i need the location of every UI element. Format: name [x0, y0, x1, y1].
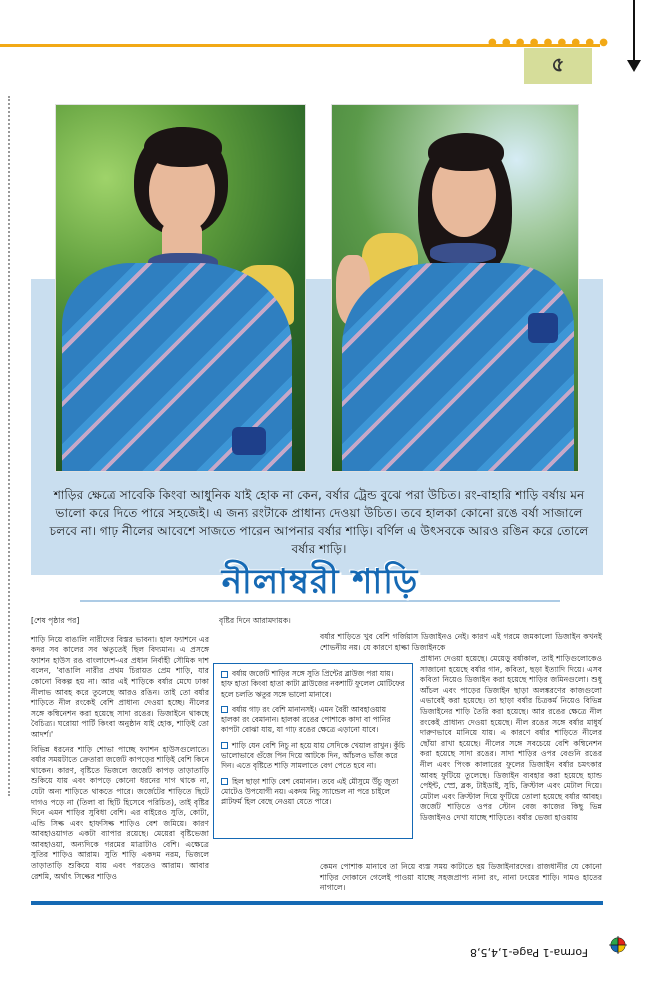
column-2 — [219, 616, 411, 631]
arrow-down-icon — [627, 60, 641, 72]
column-1 — [31, 616, 209, 886]
square-bullet-icon — [221, 706, 228, 713]
tips-box — [213, 663, 413, 839]
col2-tail — [320, 862, 602, 898]
column-3-body — [420, 654, 602, 828]
col2-lead: বৃষ্টির দিনে আরামদায়ক। — [219, 616, 291, 625]
article-title: নীলাম্বরী শাড়ি — [221, 562, 419, 602]
header-dots: ● ● ● ● ● ● ● ● ● — [488, 37, 609, 48]
forma-footer: Forma-1 Page-1,4,5,8 — [470, 946, 588, 959]
crop-arrow-line — [633, 0, 635, 62]
square-bullet-icon — [221, 778, 228, 785]
col1-paragraph-2: বিভিন্ন ধরনের শাড়ি শোভা পাচ্ছে ফ্যাশন হাউসগুলোতে। বর্ষার সময়টাতে ক্রেতারা জর্জেট কাপড়ের শাড়িই বেশি কিনে থাকেন। কারণ, বৃষ্টিতে ভিজলে জর্জেট কাপড় তাড়াতাড়ি শুকিয়ে যায় এবং কাপড়ে কোনো ধরনের দাগ থাকে না, যেটা অন্য শাড়িতে থাকতে পারে। জর্জেটের শাড়িতে ছিটে দাগও পড়ে না (তিলা বা ছিটি হিসেবে পরিচিত), তাই বৃষ্টির দিনে এমন শাড়ির সুবিধা বেশি। এর বাইরেও সুতি, কোটা, এন্ডি সিল্ক এবং হাফসিল্ক শাড়িও বেশ জমিয়ে। কারণ আবহাওয়াগত একটা ব্যাপার রয়েছে। মেয়েরা বৃষ্টিভেজা আবহাওয়া, অন্যদিকে গরমের মাত্রাটাও বেশি। এক্ষেত্রে সুতির শাড়িও আরাম। সুতি শাড়ি একদম নরম, ভিজলে তাড়াতাড়ি শুকিয়ে যায় এবং পরতেও আরাম। আবার রেশমি, অর্থাৎ সিল্কের শাড়িও — [31, 744, 209, 881]
registration-mark-icon — [609, 936, 627, 954]
col1-paragraph-1: শাড়ি নিয়ে বাঙালি নারীদের বিস্তর ভাবনা। হাল ফ্যাশনে এর কদর সব কালের সব ঋতুতেই ছিল বিদ্যমান। এ প্রসঙ্গে ফ্যাশন হাউস রঙ বাংলাদেশ-এর প্রধান নির্বাহী সৌমিক দাশ বলেন, 'বাঙালি নারীর প্রথম চিরায়ত প্রেম শাড়ি, যার কোনো বিকল্প হয় না। আর এই শাড়িকে বর্ষার মেঘে ঢাকা নীলাভ আবহ করে তুলেছে আরও রঙিন। তাই তো বর্ষার শাড়িতে নীল রংকেই বেশি প্রাধান্য দেওয়া হচ্ছে। নীলের সঙ্গে কম্বিনেশন করা হয়েছে সাদা রঙের। ডিজাইনে থাকছে বৈচিত্র্য। ঘরোয়া পার্টি কিংবা অনুষ্ঠান যাই হোক, শাড়িই তো আদর্শ।' — [31, 634, 209, 739]
square-bullet-icon — [221, 671, 228, 678]
tip-item: বর্ষায় গাঢ় রং বেশি মানানসই। এমন বৈরী আবহাওয়ায় হালকা রং বেমানান। হালকা রঙের পোশাকে কাদা বা পানির কাপটা বোঝা যায়, যা গাঢ় রঙের ক্ষেত্রে এড়ানো যাবে। — [221, 704, 391, 735]
tip-item: হিল ছাড়া শাড়ি বেশ বেমানান। তবে এই মৌসুমে উঁচু জুতা মোটেও উপযোগী নয়। একদম নিচু স্যান্ডেল না পরে চাইলে প্লাটফর্ম হিল বেছে নেওয়া যেতে পারে। — [221, 776, 399, 807]
col2-paragraph-1: বর্ষার শাড়িতে খুব বেশি গর্জিয়াস ডিজাইনও নেই। কারণ এই গরমে জমকালো ডিজাইন কখনই শোভনীয় নয়। যে কারণে হাল্কা ডিজাইনকে — [320, 632, 602, 652]
tip-item: বর্ষায় জর্জেট শাড়ির সঙ্গে সুতি প্রিন্টের ব্লাউজ পরা যায়। হাফ হাতা কিংবা হাতা কাটা ব্লাউজের নকশাটি ফুলেল মোটিফের হলে চলতি ঋতুর সঙ্গে ভালো মানাবে। — [221, 669, 405, 699]
tip-item: শাড়ি যেন বেশি নিচু না হয়ে যায় সেদিকে খেয়াল রাখুন। কুঁচি ভালোভাবে গুঁজে পিন দিয়ে আটকে দিন, আঁচলও ভাঁজ করে দিন। এতে বৃষ্টিতে শাড়ি সামলাতে বেগ পেতে হবে না। — [221, 740, 405, 771]
page-number: ৫ — [524, 48, 592, 84]
intro-paragraph: শাড়ির ক্ষেত্রে সাবেকি কিংবা আধুনিক যাই হোক না কেন, বর্ষার ট্রেন্ড বুঝে পরা উচিত। রং-বাহারি শাড়ি বর্ষায় মন ভালো করে দিতে পারে সহজেই। এ জন্য রংটাকে প্রাধান্য দেওয়া উচিত। তবে হালকা কোনো রঙে বর্ষা সাজালে চলবে না। গাঢ় নীলের আবেশে সাজতে পারেন আপনার বর্ষার শাড়ি। বর্ণিল এ উৎসবকে আরও রঙিন করে তোলে বর্ষার শাড়ি। — [49, 488, 589, 556]
model-photo-right — [331, 104, 579, 472]
bottom-rule — [31, 901, 603, 905]
square-bullet-icon — [221, 742, 228, 749]
col2-tail-paragraph: কেমন পোশাক মানাবে তা নিয়ে ব্যস্ত সময় কাটাতে হয় ডিজাইনারদের। রাজধানীর যে কোনো শাড়ির দোকানে গেলেই পাওয়া যাচ্ছে সহজপ্রাপ্য নানা রং, নানা ঢংয়ের শাড়ি। দামও হাতের নাগালে। — [320, 862, 602, 893]
margin-dotted-rule — [8, 96, 10, 796]
continued-note: [শেষ পৃষ্ঠার পর] — [31, 616, 80, 625]
col3-paragraph-1: প্রাধান্য দেওয়া হয়েছে। মেয়েড়ু বর্ষাকাল, তাই শাড়িগুলোকেও সাজানো হয়েছে বর্ষার গান, কবিতা, ছড়া ইত্যাদি দিয়ে। এসব কবিতা নিয়েও ডিজাইন করা হয়েছে শাড়ির জমিনগুলো। শুধু আঁচল এবং পাড়ের ডিজাইন ছাড়া অলঙ্করণের কাজগুলো এভাবেই করা হয়েছে। তা ছাড়া বর্ষার চিত্রকর্ম নিয়েও বিভিন্ন ডিজাইনের শাড়ি তৈরি করা হয়েছে। আর রঙের ক্ষেত্রে নীল রংকেই প্রাধান্য দেওয়া হয়েছে। নীল রঙের সঙ্গে বর্ষার মাধুর্য দারুণভাবে মানিয়ে যায়। এ কারণে বর্ষার শাড়িতে নীলের ছোঁয়া রাখা হয়েছে। নীলের সঙ্গে সবচেয়ে বেশি কম্বিনেশন করা হয়েছে সাদা রঙের। সাদা শাড়ির ওপর বেগুনি রঙের নীল এবং পিংক কালারের ফুলের ডিজাইন বর্ষার চমৎকার আবহ ফুটিয়ে তুলেছে। ডিজাইন ব্যবহার করা হয়েছে হ্যান্ড পেইন্ট, স্প্রে, ব্লক, টাইডাই, সুচি, ক্রিস্টাল এবং মেটাল দিয়ে। মেটাল এবং ক্রিস্টাল দিয়ে ফুটিয়ে তোলা হয়েছে বর্ষার আবহ। জর্জেট শাড়িতে ওপর স্টোন বেজ কাজের কিছু ভিন্ন ডিজাইনও দেখা যাচ্ছে শাড়িতে। বর্ষার ভেজা হাওয়ায় — [420, 654, 602, 822]
model-photo-left — [55, 104, 306, 472]
